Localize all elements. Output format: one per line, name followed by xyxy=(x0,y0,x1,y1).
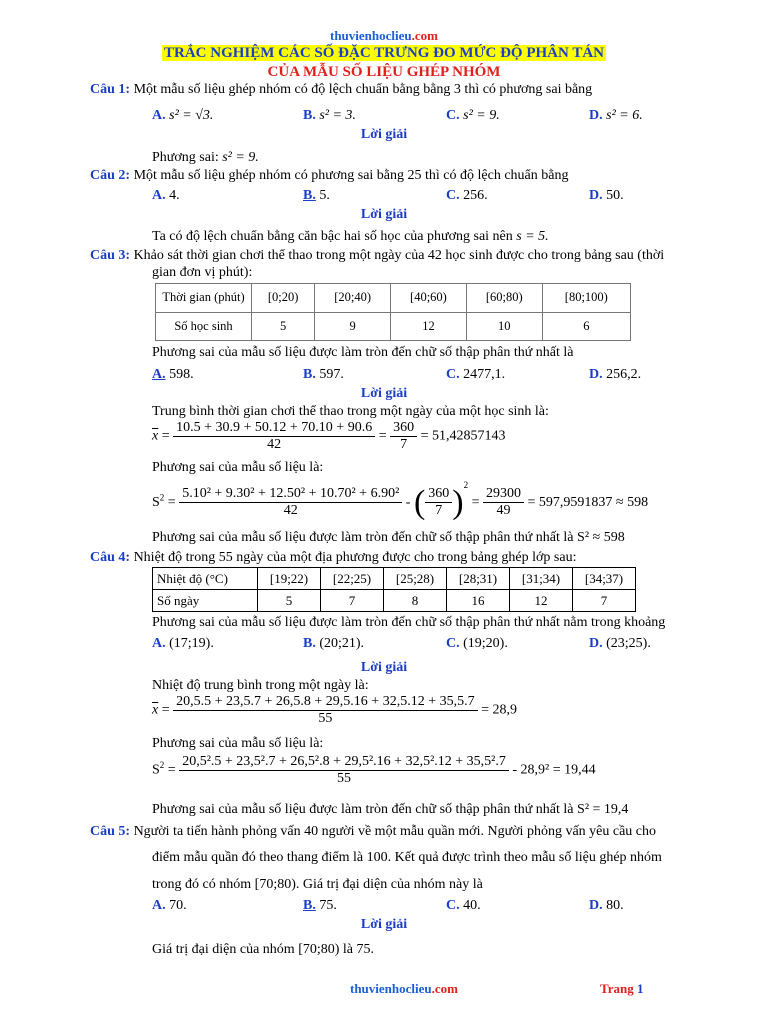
q4-solution-2: Phương sai của mẫu số liệu là: xyxy=(152,736,324,751)
q3-mean-formula: $\overline{x}$ = $\frac{10.5 + 30.9 + 50.12 + 70.10 + 90.6}{42}$ = $\frac{360}{7}$ = 51,42857143 xyxy=(152,420,506,452)
q2-option-a[interactable] xyxy=(152,188,180,204)
numerator: 29300 xyxy=(483,486,524,503)
solution-text: Phương sai: xyxy=(152,150,219,165)
fraction xyxy=(173,694,477,727)
numerator: 360 xyxy=(425,486,452,503)
q1-option-d[interactable] xyxy=(589,108,643,124)
table-cell: 6 xyxy=(542,312,630,341)
question-5 xyxy=(90,824,656,840)
q1-option-b[interactable] xyxy=(303,108,356,124)
table-cell: 12 xyxy=(391,312,467,341)
q3-solution-2: Phương sai của mẫu số liệu là: xyxy=(152,460,324,475)
question-text: người về một mẫu quần mới. Người phỏng vấn yêu cầu cho xyxy=(321,824,657,839)
q4-solution-3 xyxy=(152,802,628,818)
q4-option-d[interactable] xyxy=(589,636,651,652)
table-cell: [28;31) xyxy=(447,568,510,590)
site-header xyxy=(0,28,768,44)
q2-solution xyxy=(152,229,549,245)
q5-option-d[interactable] xyxy=(589,898,624,914)
mean-symbol: $\overline{x}$ xyxy=(152,702,159,718)
q4-solution-1: Nhiệt độ trung bình trong một ngày là: xyxy=(152,678,369,693)
option-key: D. xyxy=(589,188,603,203)
option-value: 256. xyxy=(463,188,488,203)
option-key: A. xyxy=(152,188,166,203)
footer-site xyxy=(350,981,458,997)
option-value: s² = √3. xyxy=(169,108,214,123)
result: = 28,9 xyxy=(481,702,518,718)
q2-option-b[interactable] xyxy=(303,188,330,204)
mean-symbol: $\overline{x}$ xyxy=(152,428,159,444)
table-cell: [25;28) xyxy=(384,568,447,590)
table-cell: 10 xyxy=(466,312,542,341)
fraction xyxy=(173,420,375,453)
option-value: (20;21). xyxy=(319,636,365,651)
q1-option-c[interactable] xyxy=(446,108,500,124)
result: = 597,9591837 ≈ 598 xyxy=(527,495,649,510)
q4-option-b[interactable] xyxy=(303,636,364,652)
question-text: Một mẫu số liệu ghép nhóm có phương sai bằng 25 thì có độ lệch chuẩn bằng xyxy=(133,168,569,183)
q4-variance-formula: $S^2$ = $\frac{\text{20,5².5 + 23,5².7 + 26,5².8 + 29,5².16 + 32,5².12 + 35,5².7}}{55}$ - 28,9² = 19,44 xyxy=(152,754,596,786)
table-cell: [0;20) xyxy=(252,284,315,313)
option-value: (23;25). xyxy=(606,636,651,651)
denominator: 55 xyxy=(337,771,352,786)
q4-option-a[interactable] xyxy=(152,636,214,652)
option-key: A. xyxy=(152,367,166,382)
option-key: B. xyxy=(303,188,316,203)
table-cell: 8 xyxy=(384,590,447,612)
option-key: D. xyxy=(589,108,603,123)
option-key: B. xyxy=(303,367,316,382)
q4-ask: Phương sai của mẫu số liệu được làm tròn đến chữ số thập phân thứ nhất nằm trong khoảng xyxy=(152,615,666,630)
option-key: B. xyxy=(303,108,316,123)
option-value: 4. xyxy=(169,188,180,203)
q2-option-d[interactable] xyxy=(589,188,624,204)
page-no: 1 xyxy=(636,981,644,996)
option-key: B. xyxy=(303,636,316,651)
option-value: 598. xyxy=(169,367,194,382)
q5-option-a[interactable] xyxy=(152,898,187,914)
numerator: 20,5².5 + 23,5².7 + 26,5².8 + 29,5².16 + 32,5².12 + 35,5².7 xyxy=(179,754,509,771)
fraction xyxy=(425,486,452,519)
denominator: 55 xyxy=(318,711,333,726)
solution-text: là xyxy=(342,942,354,957)
option-value: 256,2. xyxy=(606,367,642,382)
solution-math: s² = 9. xyxy=(222,150,259,165)
numerator: 360 xyxy=(390,420,417,437)
table-cell: 12 xyxy=(510,590,573,612)
option-value: 40. xyxy=(463,898,481,913)
table-cell: 5 xyxy=(258,590,321,612)
solution-math: 75. xyxy=(356,942,375,957)
option-key: A. xyxy=(152,636,166,651)
q5-option-b[interactable] xyxy=(303,898,337,914)
option-value: 5. xyxy=(319,188,330,203)
solution-math: s = 5. xyxy=(516,229,549,244)
q3-data-table xyxy=(155,283,631,341)
question-math: [70;80) xyxy=(254,877,296,892)
table-cell: [34;37) xyxy=(573,568,636,590)
table-header: Nhiệt độ (°C) xyxy=(153,568,258,590)
question-text: Khảo sát thời gian chơi thể thao trong một ngày của 42 học sinh được cho trong bảng sau (thời xyxy=(133,248,665,263)
question-text: . Kết quả được trình theo mẫu số liệu ghép nhóm xyxy=(387,850,662,865)
question-label: Câu 2: xyxy=(90,168,131,183)
option-key: A. xyxy=(152,898,166,913)
table-cell: 9 xyxy=(315,312,391,341)
question-label: Câu 1: xyxy=(90,82,131,97)
option-value: s² = 3. xyxy=(319,108,356,123)
fraction xyxy=(483,486,524,519)
page-number xyxy=(600,981,643,997)
q4-mean-formula: $\overline{x}$ = $\frac{20,5.5 + 23,5.7 + 26,5.8 + 29,5.16 + 32,5.12 + 35,5.7}{55}$ = 28,9 xyxy=(152,694,518,726)
numerator: 5.10² + 9.30² + 12.50² + 10.70² + 6.90² xyxy=(179,486,402,503)
question-1 xyxy=(90,82,592,98)
document-title xyxy=(0,45,768,62)
table-cell: 5 xyxy=(252,312,315,341)
denominator: 42 xyxy=(283,503,298,519)
question-2 xyxy=(90,168,568,184)
option-key: B. xyxy=(303,898,316,913)
table-cell: [60;80) xyxy=(466,284,542,313)
option-value: 70. xyxy=(169,898,187,913)
table-header: Số học sinh xyxy=(156,312,252,341)
solution-text: Giá trị đại diện của nhóm xyxy=(152,942,295,957)
question-text: Người ta tiến hành phỏng vấn xyxy=(133,824,301,839)
option-value: s² = 9. xyxy=(463,108,500,123)
question-4 xyxy=(90,550,576,566)
question-math: 100 xyxy=(366,850,388,865)
q4-option-c[interactable] xyxy=(446,636,508,652)
solution-math: S² ≈ 598 xyxy=(577,530,625,545)
result: - 28,9² = 19,44 xyxy=(512,762,596,778)
option-key: C. xyxy=(446,188,460,203)
table-cell: 16 xyxy=(447,590,510,612)
q3-ask: Phương sai của mẫu số liệu được làm tròn đến chữ số thập phân thứ nhất là xyxy=(152,345,574,360)
numerator: 10.5 + 30.9 + 50.12 + 70.10 + 90.6 xyxy=(173,420,375,437)
table-cell: 7 xyxy=(321,590,384,612)
solution-heading: Lời giải xyxy=(360,917,408,932)
table-cell: 7 xyxy=(573,590,636,612)
option-key: C. xyxy=(446,367,460,382)
option-value: 597. xyxy=(319,367,344,382)
q5-solution xyxy=(152,942,374,958)
table-cell: [40;60) xyxy=(391,284,467,313)
question-label: Câu 5: xyxy=(90,824,131,839)
option-value: 80. xyxy=(606,898,624,913)
q2-option-c[interactable] xyxy=(446,188,488,204)
table-cell: [31;34) xyxy=(510,568,573,590)
question-text: Một mẫu số liệu ghép nhóm có độ lệch chuẩn bằng bằng 3 thì có phương sai bằng xyxy=(133,82,593,97)
question-math: 40 xyxy=(304,824,319,839)
paren: ( xyxy=(413,483,426,521)
q1-option-a[interactable] xyxy=(152,108,213,124)
option-key: D. xyxy=(589,898,603,913)
question-text: trong đó có nhóm xyxy=(152,877,252,892)
q3-solution-3 xyxy=(152,530,625,546)
option-key: D. xyxy=(589,636,603,651)
solution-text: Phương sai của mẫu số liệu được làm tròn đến chữ số thập phân thứ nhất là xyxy=(152,530,574,545)
q4-data-table xyxy=(152,567,636,612)
solution-math: [70;80) xyxy=(298,942,340,957)
question-label: Câu 3: xyxy=(90,248,131,263)
denominator: 49 xyxy=(496,503,511,519)
question-5-line-3 xyxy=(152,877,483,893)
fraction xyxy=(179,754,509,787)
paren: ) xyxy=(452,483,464,521)
result: = 51,42857143 xyxy=(420,428,506,444)
denominator: 7 xyxy=(435,503,443,519)
solution-text: Phương sai của mẫu số liệu được làm tròn đến chữ số thập phân thứ nhất là xyxy=(152,802,574,817)
solution-heading: Lời giải xyxy=(360,660,408,675)
site-tld: .com xyxy=(411,28,438,43)
q1-solution xyxy=(152,150,259,166)
q3-option-b[interactable] xyxy=(303,367,344,383)
option-key: C. xyxy=(446,636,460,651)
question-text: Nhiệt độ trong 55 ngày của một địa phương được cho trong bảng ghép lớp sau: xyxy=(133,550,577,565)
option-value: s² = 6. xyxy=(606,108,643,123)
footer-site-name: thuvienhoclieu xyxy=(350,981,432,996)
title-line-1: TRẮC NGHIỆM CÁC SỐ ĐẶC TRƯNG ĐO MỨC ĐỘ PHÂN TÁN xyxy=(163,45,604,61)
denominator: 7 xyxy=(400,437,408,452)
table-header: Thời gian (phút) xyxy=(156,284,252,313)
table-cell: [80;100) xyxy=(542,284,630,313)
option-value: (17;19). xyxy=(169,636,214,651)
question-text-cont: gian đơn vị phút): xyxy=(152,265,253,280)
option-key: C. xyxy=(446,108,460,123)
footer-site-tld: .com xyxy=(431,981,458,996)
q3-solution-1: Trung bình thời gian chơi thể thao trong một ngày của một học sinh là: xyxy=(152,404,549,419)
q3-option-d[interactable] xyxy=(589,367,641,383)
q5-option-c[interactable] xyxy=(446,898,481,914)
denominator: 42 xyxy=(267,437,282,452)
site-name: thuvienhoclieu xyxy=(330,28,412,43)
question-text: . Giá trị đại diện của nhóm này là xyxy=(295,877,483,892)
question-label: Câu 4: xyxy=(90,550,131,565)
solution-heading: Lời giải xyxy=(360,127,408,142)
numerator: 20,5.5 + 23,5.7 + 26,5.8 + 29,5.16 + 32,5.12 + 35,5.7 xyxy=(173,694,477,711)
option-value: (19;20). xyxy=(463,636,508,651)
option-value: 2477,1. xyxy=(463,367,506,382)
fraction xyxy=(179,486,402,519)
q3-option-c[interactable] xyxy=(446,367,505,383)
question-text: điểm mẫu quần đó theo thang điểm là xyxy=(152,850,364,865)
option-value: 75. xyxy=(319,898,337,913)
solution-heading: Lời giải xyxy=(360,207,408,222)
solution-text: Ta có độ lệch chuẩn bằng căn bậc hai số học của phương sai nên xyxy=(152,229,513,244)
solution-math: S² = 19,4 xyxy=(577,802,629,817)
question-3 xyxy=(90,248,664,264)
table-cell: [19;22) xyxy=(258,568,321,590)
option-key: A. xyxy=(152,108,166,123)
fraction xyxy=(390,420,417,453)
question-5-line-2 xyxy=(152,850,662,866)
page-label: Trang xyxy=(600,981,634,996)
option-value: 50. xyxy=(606,188,624,203)
q3-option-a[interactable] xyxy=(152,367,194,383)
equals: = xyxy=(378,428,387,444)
option-key: D. xyxy=(589,367,603,382)
option-key: C. xyxy=(446,898,460,913)
document-subtitle: CỦA MẪU SỐ LIỆU GHÉP NHÓM xyxy=(267,64,501,80)
table-cell: [22;25) xyxy=(321,568,384,590)
solution-heading: Lời giải xyxy=(360,386,408,401)
table-cell: [20;40) xyxy=(315,284,391,313)
q3-variance-formula: $S^2$ = $\frac{\text{5.10² + 9.30² + 12.50² + 10.70² + 6.90²}}{42}$ - ( $\frac{360}{7}$ )$^2$ = $\frac{29300}{49}$ = 597,9591837 ≈ 598 xyxy=(152,480,649,521)
table-header: Số ngày xyxy=(153,590,258,612)
